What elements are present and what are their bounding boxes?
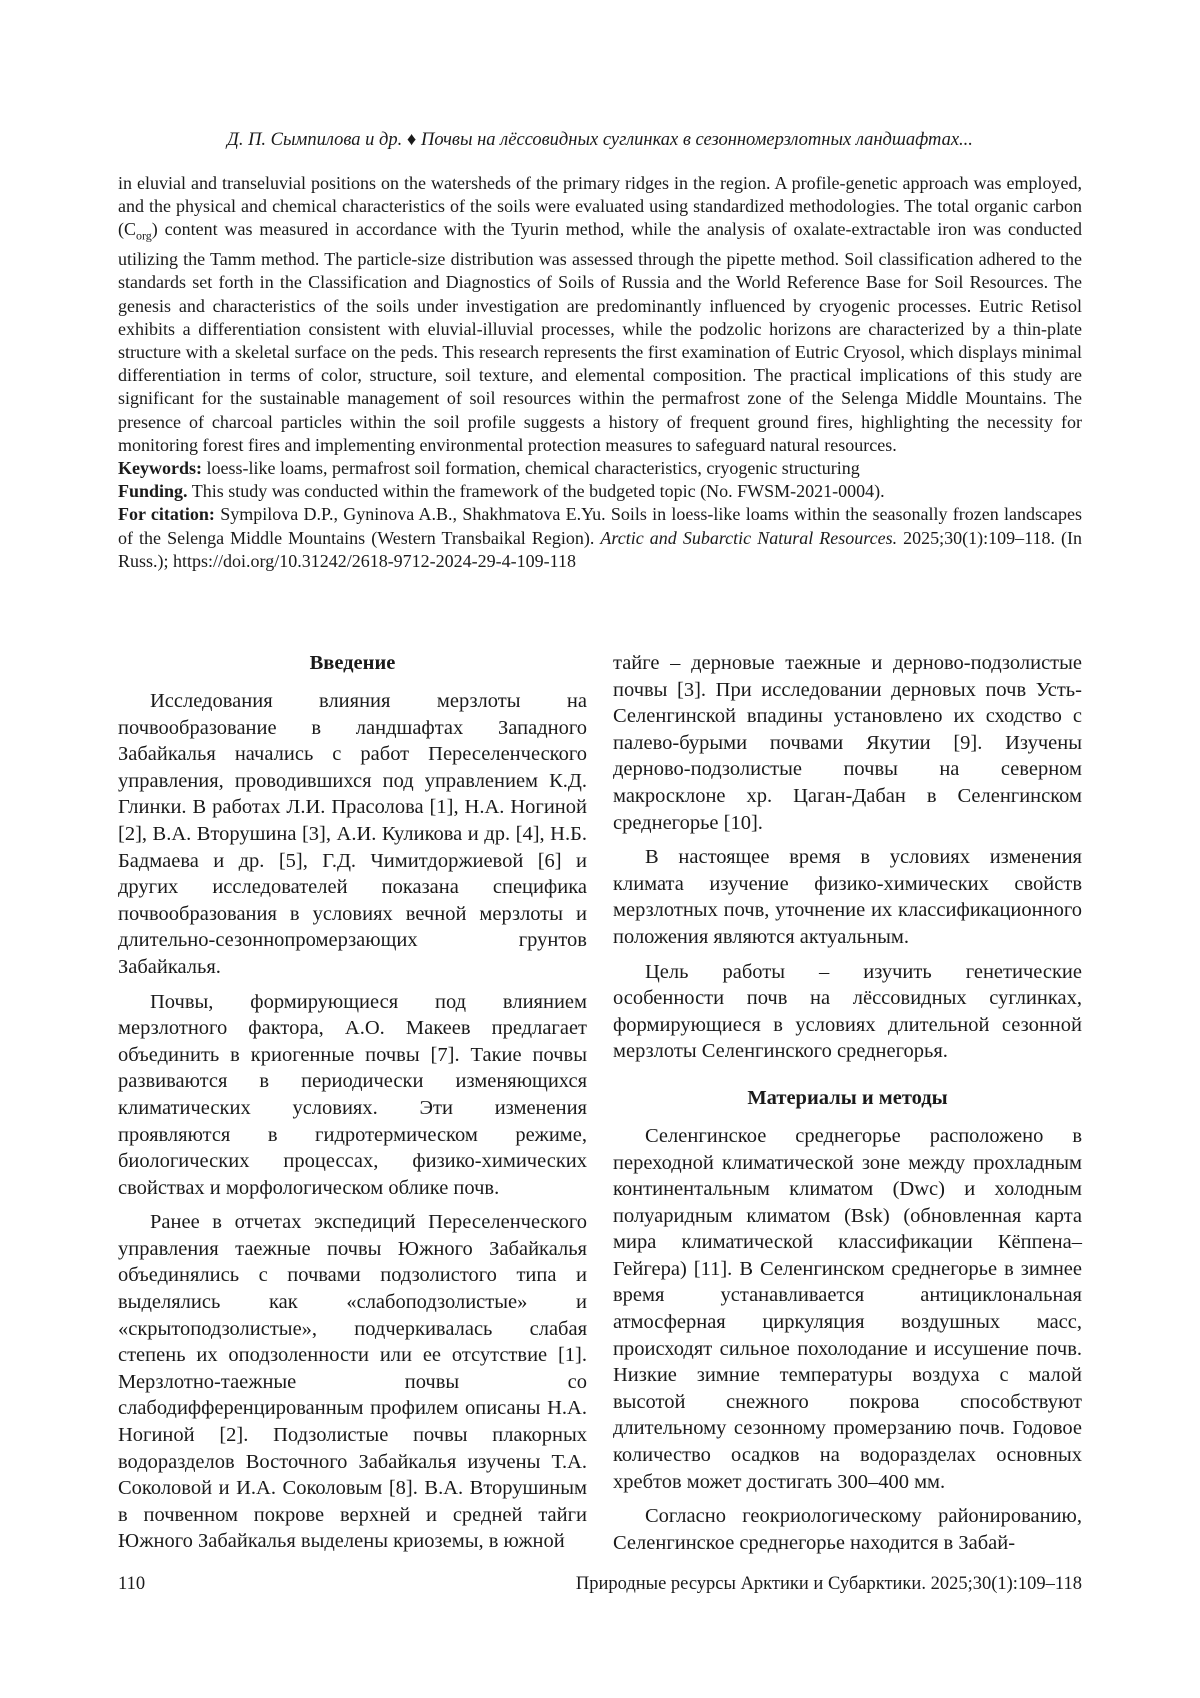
intro-heading: Введение — [309, 652, 396, 674]
abstract-block — [118, 172, 1082, 573]
intro-paragraph-3-continued: тайге – дерновые таежные и дерново-подзолистые почвы [3]. При исследовании дерновых почв Усть-Селенгинской впадины установлено их сходство с палево-бурыми почвами Якутии [9]. Изучены дерново-подзолистые почвы на северном макросклоне хр. Цаган-Дабан в Селенгинском среднегорье [10]. — [613, 652, 1082, 834]
page-footer — [118, 1574, 1082, 1595]
intro-paragraph-1: Исследования влияния мерзлоты на почвообразование в ландшафтах Западного Забайкалья начались с работ Переселенческого управления, проводившихся под управлением К.Д. Глинки. В работах Л.И. Прасолова [1], Н.А. Ногиной [2], В.А. Вторушина [3], А.И. Куликова и др. [4], Н.Б. Бадмаева и др. [5], Г.Д. Чимитдоржиевой [6] и других исследователей показана специфика почвообразования в условиях вечной мерзлоты и длительно-сезоннопромерзающих грунтов Забайкалья. — [118, 690, 587, 978]
right-column — [613, 650, 1082, 1564]
two-column-body — [118, 650, 1082, 1564]
citation-label: For citation: — [118, 504, 215, 525]
funding-line — [118, 480, 1082, 503]
citation-details: 2025;30(1):109–118. (In Russ.); https://doi.org/10.31242/2618-9712-2024-29-4-109-118 — [118, 527, 1082, 571]
corg-subscript: org — [136, 229, 152, 243]
abstract-part-1: in eluvial and transeluvial positions on the watersheds of the primary ridges in the region. A profile-genetic approach was employed, and the physical and chemical characteristics of the soils were evaluated using standardized methodologies. The total organic carbon (C — [118, 173, 1082, 240]
citation-journal: Arctic and Subarctic Natural Resources. — [600, 527, 898, 548]
page-number: 110 — [118, 1574, 146, 1594]
intro-paragraph-4: В настоящее время в условиях изменения климата изучение физико-химических свойств мерзлотных почв, уточнение их классификационного положения являются актуальным. — [613, 846, 1082, 948]
keywords-label: Keywords: — [118, 458, 202, 479]
citation-line — [118, 503, 1082, 573]
left-column — [118, 650, 587, 1564]
intro-paragraph-3: Ранее в отчетах экспедиций Переселенческого управления таежные почвы Южного Забайкалья объединялись с почвами подзолистого типа и выделялись как «слабоподзолистые» и «скрытоподзолистые», подчеркивалась слабая степень их оподзоленности или ее отсутствие [1]. Мерзлотно-таежные почвы со слабодифференцированным профилем описаны Н.А. Ногиной [2]. Подзолистые почвы плакорных водоразделов Восточного Забайкалья изучены Т.А. Соколовой и И.А. Соколовым [8]. В.А. Вторушиным в почвенном покрове верхней и средней тайги Южного Забайкалья выделены криоземы, в южной — [118, 1211, 587, 1553]
intro-paragraph-5: Цель работы – изучить генетические особенности почв на лёссовидных суглинках, формирующиеся в условиях длительной сезонной мерзлоты Селенгинского среднегорья. — [613, 960, 1082, 1063]
intro-paragraph-2: Почвы, формирующиеся под влиянием мерзлотного фактора, А.О. Макеев предлагает объединить в криогенные почвы [7]. Такие почвы развиваются в периодически изменяющихся климатических условиях. Эти изменения проявляются в гидротермическом режиме, биологических процессах, физико-химических свойствах и морфологическом облике почв. — [118, 990, 587, 1199]
citation-authors: Sympilova D.P., Gyninova A.B., Shakhmatova E.Yu. Soils in loess-like loams within the seasonally frozen landscapes of the Selenga Middle Mountains (Western Transbaikal Region). — [118, 504, 1082, 548]
keywords-text: loess-like loams, permafrost soil formation, chemical characteristics, cryogenic structuring — [202, 458, 860, 479]
methods-heading: Материалы и методы — [747, 1086, 948, 1109]
keywords-line — [118, 457, 1082, 480]
abstract-part-2: ) content was measured in accordance with the Tyurin method, while the analysis of oxalate-extractable iron was conducted utilizing the Tamm method. The particle-size distribution was assessed through the pipette method. Soil classification adhered to the standards set forth in the Classification and Diagnostics of Soils of Russia and the World Reference Base for Soil Resources. The genesis and characteristics of the soils under investigation are predominantly influenced by cryogenic processes. Eutric Retisol exhibits a differentiation consistent with eluvial-illuvial processes, while the podzolic horizons are characterized by a thin-plate structure with a skeletal surface on the peds. This research represents the first examination of Eutric Cryosol, which displays minimal differentiation in terms of color, structure, soil texture, and elemental composition. The practical implications of this study are significant for the sustainable management of soil resources within the permafrost zone of the Selenga Middle Mountains. The presence of charcoal particles within the soil profile suggests a history of frequent ground fires, highlighting the necessity for monitoring forest fires and implementing environmental protection measures to safeguard natural resources. — [118, 219, 1082, 455]
running-title: Д. П. Сымпилова и др. ♦ Почвы на лёссовидных суглинках в сезонномерзлотных ландшафтах... — [227, 130, 973, 150]
funding-label: Funding. — [118, 481, 188, 502]
methods-paragraph-2: Согласно геокриологическому районированию, Селенгинское среднегорье находится в Забай- — [613, 1505, 1082, 1554]
journal-footer: Природные ресурсы Арктики и Субарктики. 2025;30(1):109–118 — [575, 1574, 1082, 1594]
abstract-text — [118, 172, 1082, 457]
methods-paragraph-1: Селенгинское среднегорье расположено в переходной климатической зоне между прохладным континентальным климатом (Dwc) и холодным полуаридным климатом (Bsk) (обновленная карта мира климатической классификации Кёппена–Гейгера) [11]. В Селенгинском среднегорье в зимнее время устанавливается антициклональная атмосферная циркуляция воздушных масс, происходят сильное похолодание и иссушение почв. Низкие зимние температуры воздуха с малой высотой снежного покрова способствуют длительному сезонному промерзанию почв. Годовое количество осадков на водоразделах основных хребтов может достигать 300–400 мм. — [613, 1124, 1082, 1493]
funding-text: This study was conducted within the framework of the budgeted topic (No. FWSM-2021-0004). — [187, 481, 885, 502]
